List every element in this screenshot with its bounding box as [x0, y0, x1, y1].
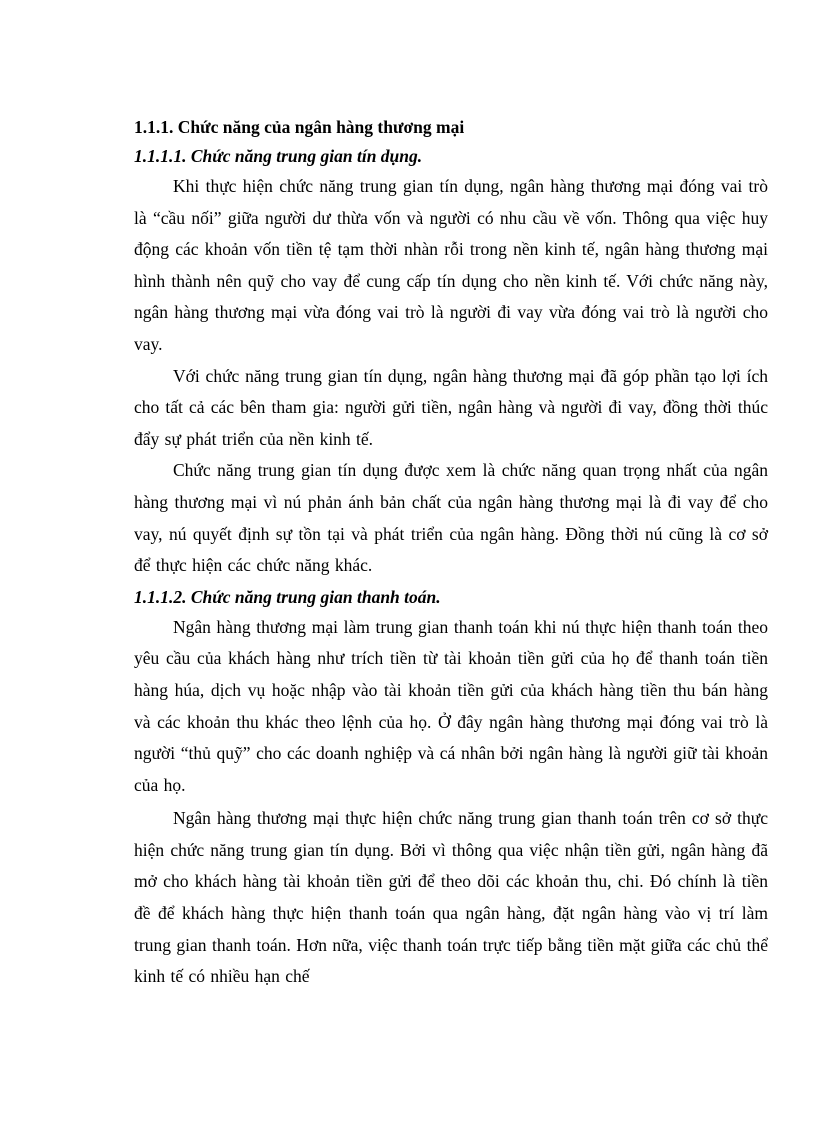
paragraph: Với chức năng trung gian tín dụng, ngân hàng thương mại đã góp phần tạo lợi ích cho tất cả các bên tham gia: người gửi tiền, ngân hàng và người đi vay, đồng thời thúc đẩy sự phát triển của nền kinh tế. — [134, 365, 768, 449]
paragraph: Ngân hàng thương mại thực hiện chức năng trung gian thanh toán trên cơ sở thực hiện chức năng trung gian tín dụng. Bởi vì thông qua việc nhận tiền gửi, ngân hàng đã mở cho khách hàng tài khoản tiền gửi để theo dõi các khoản thu, chi. Đó chính là tiền đề để khách hàng thực hiện thanh toán qua ngân hàng, đặt ngân hàng vào vị trí làm trung gian thanh toán. Hơn nữa, việc thanh toán trực tiếp bằng tiền mặt giữa các chủ thể kinh tế có nhiều hạn chế — [134, 808, 768, 987]
section-heading: 1.1.1. Chức năng của ngân hàng thương mại — [134, 117, 465, 137]
subsection-heading-payment: 1.1.1.2. Chức năng trung gian thanh toán. — [134, 586, 441, 607]
document-page — [134, 113, 768, 993]
paragraph: Chức năng trung gian tín dụng được xem là chức năng quan trọng nhất của ngân hàng thương mại vì nú phản ánh bản chất của ngân hàng thương mại là đi vay để cho vay, nú quyết định sự tồn tại và phát triển của ngân hàng. Đồng thời nú cũng là cơ sở để thực hiện các chức năng khác. — [134, 460, 768, 576]
subsection-heading-credit: 1.1.1.1. Chức năng trung gian tín dụng. — [134, 146, 423, 166]
paragraph: Ngân hàng thương mại làm trung gian thanh toán khi nú thực hiện thanh toán theo yêu cầu của khách hàng như trích tiền từ tài khoản tiền gửi của họ để thanh toán tiền hàng húa, dịch vụ hoặc nhập vào tài khoản tiền gửi của khách hàng tiền thu bán hàng và các khoản thu khác theo lệnh của họ. Ở đây ngân hàng thương mại đóng vai trò là người “thủ quỹ” cho các doanh nghiệp và cá nhân bởi ngân hàng là người giữ tài khoản của họ. — [134, 616, 768, 795]
paragraph: Khi thực hiện chức năng trung gian tín dụng, ngân hàng thương mại đóng vai trò là “cầu nối” giữa người dư thừa vốn và người có nhu cầu về vốn. Thông qua việc huy động các khoản vốn tiền tệ tạm thời nhàn rỗi trong nền kinh tế, ngân hàng thương mại hình thành nên quỹ cho vay để cung cấp tín dụng cho nền kinh tế. Với chức năng này, ngân hàng thương mại vừa đóng vai trò là người đi vay vừa đóng vai trò là người cho vay. — [134, 176, 768, 354]
